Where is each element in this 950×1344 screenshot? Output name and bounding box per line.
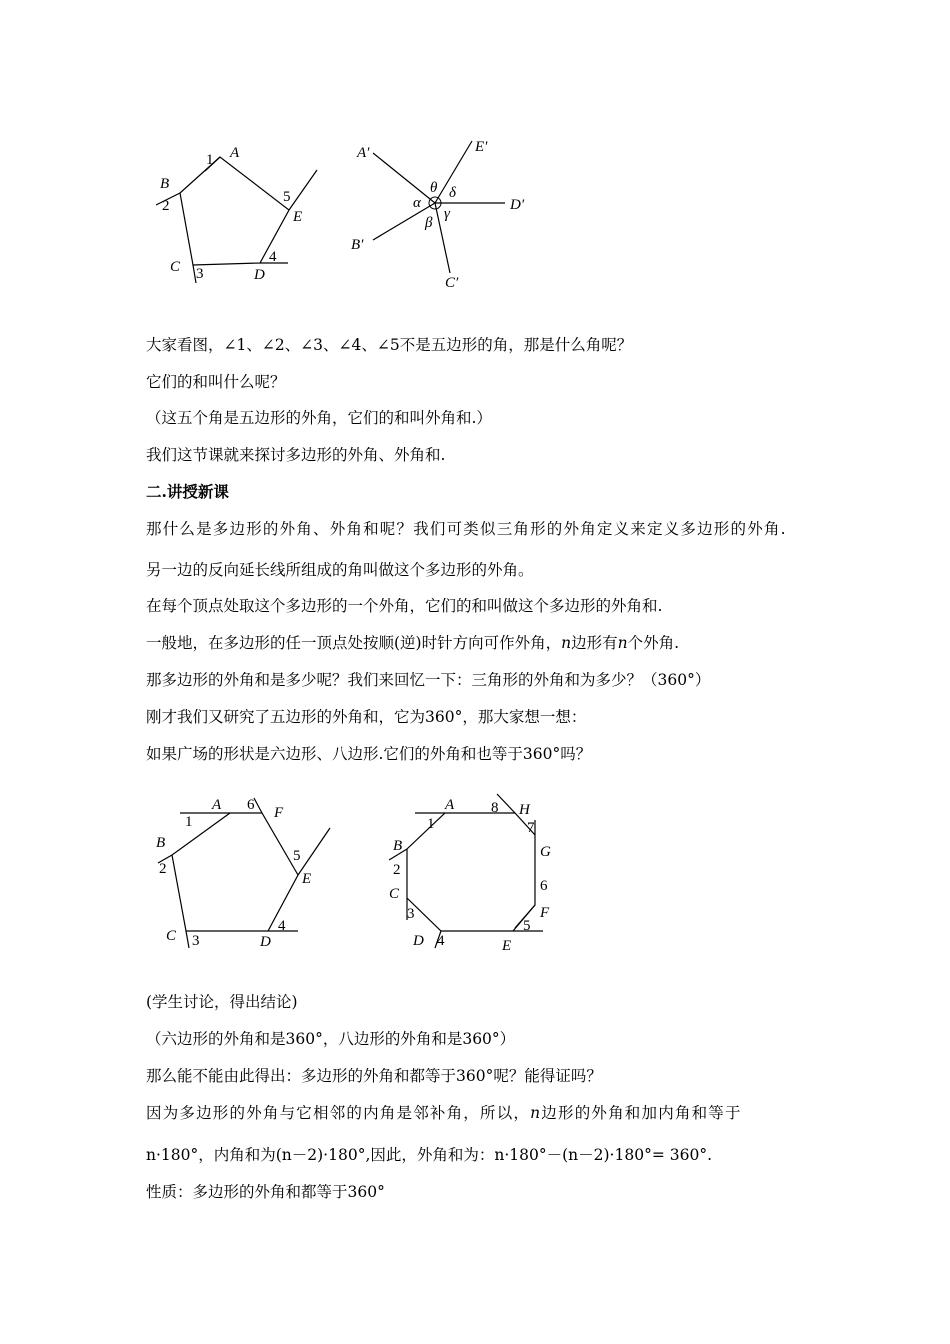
angle-label-8: 8 — [491, 800, 499, 816]
extension-line-5 — [298, 828, 330, 875]
paragraph-2: 它们的和叫什么呢？ — [146, 373, 286, 391]
variable-n: n — [561, 634, 572, 652]
paragraph-15-part-1: 因为多边形的外角与它相邻的内角是邻补角，所以， — [146, 1104, 531, 1122]
variable-n: n — [617, 634, 628, 652]
ray-a — [373, 153, 435, 203]
ray-label-b: B′ — [351, 237, 364, 253]
paragraph-9: 那多边形的外角和是多少呢？我们来回忆一下：三角形的外角和为多少？（360°） — [146, 671, 711, 689]
vertex-label-e: E — [293, 209, 303, 225]
vertex-label-e: E — [302, 871, 312, 887]
angle-label-1: 1 — [427, 816, 435, 832]
vertex-label-b: B — [160, 176, 170, 192]
angle-label-6: 6 — [540, 878, 548, 894]
angle-label-3: 3 — [192, 933, 200, 949]
rays-figure — [345, 135, 545, 295]
angle-label-2: 2 — [159, 861, 167, 877]
paragraph-11: 如果广场的形状是六边形、八边形.它们的外角和也等于360°吗？ — [146, 745, 592, 763]
angle-label-delta: δ — [449, 185, 456, 201]
vertex-label-a: A — [230, 145, 240, 161]
vertex-label-c: C — [170, 259, 181, 275]
vertex-label-a: A — [212, 797, 222, 813]
vertex-label-g: G — [540, 844, 551, 860]
extension-line-8 — [497, 794, 515, 813]
angle-label-theta: θ — [430, 180, 438, 196]
octagon-svg — [385, 790, 575, 960]
paragraph-4: 我们这节课就来探讨多边形的外角、外角和. — [146, 446, 446, 464]
angle-label-4: 4 — [269, 249, 277, 265]
extension-line-6 — [254, 798, 262, 813]
angle-label-beta: β — [425, 215, 433, 231]
angle-label-5: 5 — [293, 848, 301, 864]
rays-svg — [345, 135, 545, 295]
vertex-label-f: F — [540, 905, 550, 921]
paragraph-1: 大家看图，∠1、∠2、∠3、∠4、∠5不是五边形的角，那是什么角呢？ — [146, 336, 633, 354]
hexagon-figure — [150, 790, 350, 960]
paragraph-8-part-1: 一般地，在多边形的任一顶点处按顺(逆)时针方向可作外角， — [146, 634, 562, 652]
ray-label-e: E′ — [475, 139, 488, 155]
paragraph-13: （六边形的外角和是360°，八边形的外角和是360°） — [146, 1030, 516, 1048]
extension-line-5 — [289, 170, 317, 210]
paragraph-7: 在每个顶点处取这个多边形的一个外角，它们的和叫做这个多边形的外角和. — [146, 597, 663, 615]
paragraph-17: 性质：多边形的外角和都等于360° — [146, 1183, 385, 1201]
paragraph-12: (学生讨论，得出结论) — [146, 993, 298, 1011]
angle-label-6: 6 — [247, 797, 255, 813]
angle-label-5: 5 — [283, 189, 291, 205]
angle-label-7: 7 — [527, 820, 535, 836]
vertex-label-c: C — [389, 886, 400, 902]
angle-label-3: 3 — [196, 266, 204, 282]
angle-label-2: 2 — [393, 862, 401, 878]
paragraph-8 — [146, 633, 679, 653]
paragraph-14: 那么能不能由此得出：多边形的外角和都等于360°呢？能得证吗？ — [146, 1067, 602, 1085]
vertex-label-a: A — [445, 797, 455, 813]
paragraph-3: （这五个角是五边形的外角，它们的和叫外角和.） — [146, 409, 492, 427]
pentagon-svg — [150, 135, 330, 295]
angle-label-2: 2 — [162, 198, 170, 214]
vertex-label-b: B — [156, 835, 166, 851]
paragraph-8-part-3: 个外角. — [627, 634, 680, 652]
angle-label-3: 3 — [407, 906, 415, 922]
vertex-label-d: D — [413, 933, 424, 949]
angle-label-1: 1 — [206, 152, 214, 168]
paragraph-5: 那什么是多边形的外角、外角和呢？我们可类似三角形的外角定义来定义多边形的外角. — [146, 520, 787, 538]
hexagon-shape — [172, 813, 298, 931]
angle-label-4: 4 — [437, 933, 445, 949]
vertex-label-c: C — [166, 928, 177, 944]
extension-line-3 — [186, 931, 189, 948]
paragraph-15-part-2: 边形的外角和加内角和等于 — [541, 1104, 742, 1122]
vertex-label-d: D — [260, 934, 271, 950]
angle-label-5: 5 — [523, 918, 531, 934]
angle-label-1: 1 — [185, 814, 193, 830]
paragraph-8-part-2: 边形有 — [571, 634, 618, 652]
paragraph-16: n·180°，内角和为(n－2)·180°,因此，外角和为：n·180°－(n－2)·180°= 360°. — [146, 1146, 712, 1164]
angle-label-gamma: γ — [444, 206, 450, 222]
angle-label-4: 4 — [278, 918, 286, 934]
paragraph-6: 另一边的反向延长线所组成的角叫做这个多边形的外角。 — [146, 561, 534, 579]
vertex-label-f: F — [274, 805, 284, 821]
vertex-label-h: H — [519, 802, 530, 818]
ray-label-c: C′ — [445, 275, 459, 291]
vertex-label-b: B — [393, 838, 403, 854]
octagon-figure — [385, 790, 575, 960]
angle-label-alpha: α — [413, 195, 421, 211]
ray-label-a: A′ — [357, 145, 370, 161]
paragraph-10: 刚才我们又研究了五边形的外角和，它为360°，那大家想一想： — [146, 708, 587, 726]
paragraph-15 — [146, 1103, 742, 1123]
vertex-label-d: D — [254, 267, 265, 283]
ray-label-d: D′ — [510, 197, 525, 213]
pentagon-figure — [150, 135, 330, 295]
variable-n: n — [530, 1104, 542, 1122]
hexagon-svg — [150, 790, 350, 960]
vertex-label-e: E — [502, 938, 512, 954]
section-heading: 二.讲授新课 — [146, 482, 229, 501]
